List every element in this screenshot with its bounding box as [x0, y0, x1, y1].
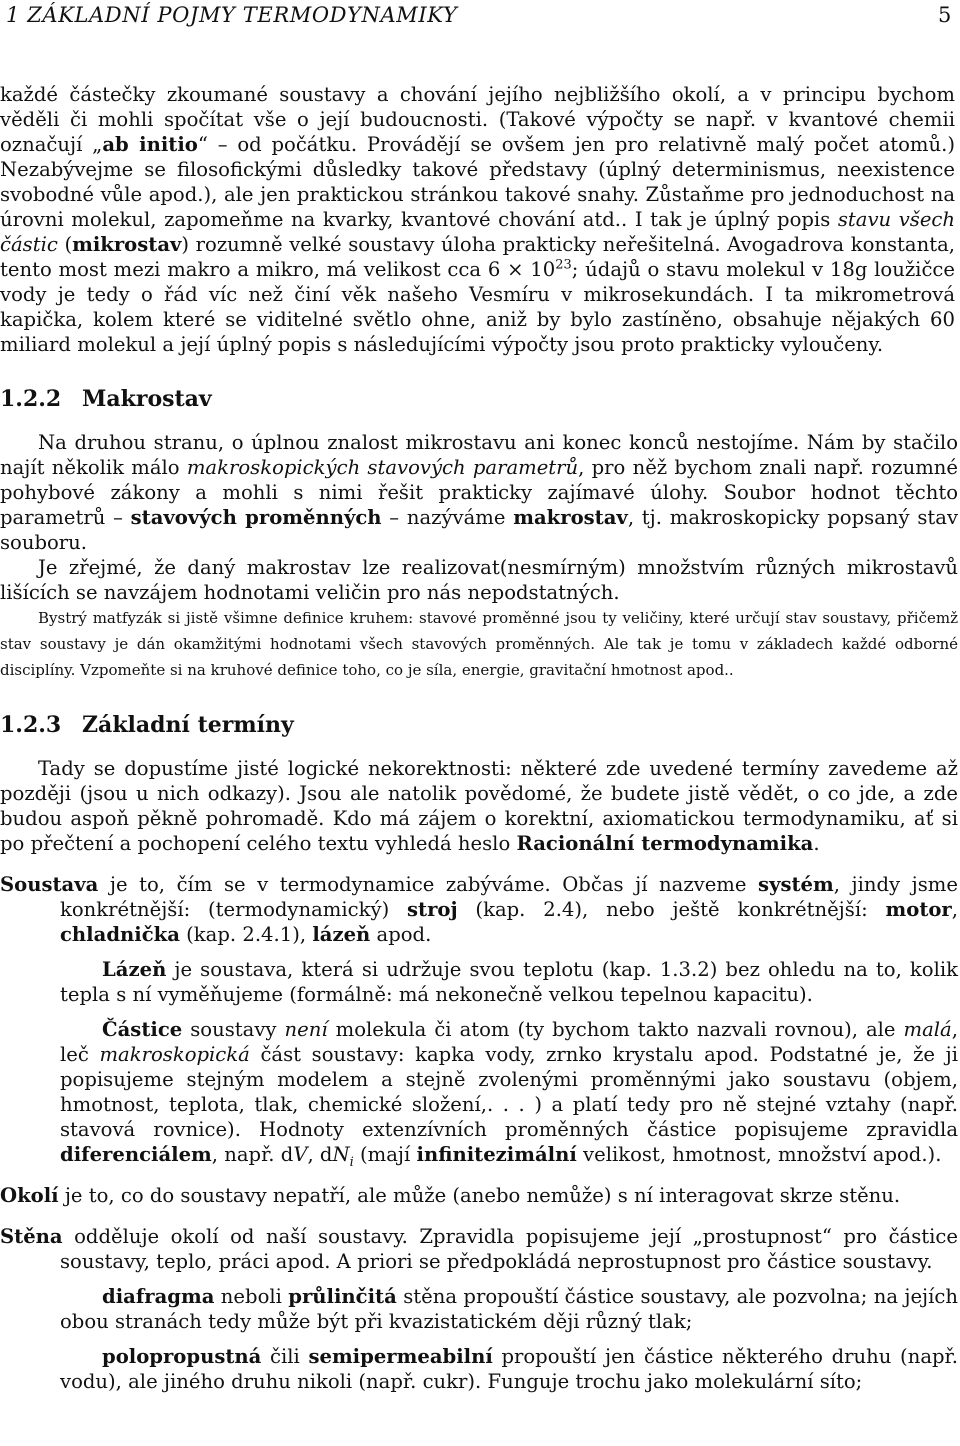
bold-term: diafragma	[102, 1285, 215, 1308]
bold-term: průlinčitá	[288, 1285, 397, 1308]
definition-text	[0, 872, 958, 947]
bold-term: chladnička	[60, 923, 180, 946]
text-run: , leč	[60, 1018, 958, 1066]
text-run: .	[813, 832, 820, 855]
definition-term: Okolí	[0, 1184, 59, 1207]
bold-term: ab initio	[102, 133, 198, 156]
math-symbol: N	[332, 1143, 350, 1166]
section-number: 1.2.3	[0, 712, 62, 738]
text-run: molekula či atom (ty bychom takto nazvali rovnou), ale	[327, 1018, 904, 1041]
text-run: velikost, hmotnost, množství apod.).	[576, 1143, 942, 1166]
math-subscript: i	[349, 1154, 354, 1170]
bold-term: infinitezimální	[416, 1143, 577, 1166]
text-run: stěna propouští částice soustavy, ale pozvolna; na jejích obou stranách tedy může být při kvazistatickém ději různý tlak;	[60, 1285, 958, 1333]
text-run: je soustava, která si udržuje svou teplotu (kap. 1.3.2) bez ohledu na to, kolik tepla s ní vyměňujeme (formálně: má nekonečně velkou tepelnou kapacitu).	[60, 958, 958, 1006]
text-run: (kap. 2.4.1),	[179, 923, 313, 946]
definition-diafragma	[60, 1284, 958, 1334]
definition-term: Soustava	[0, 873, 99, 896]
definition-okoli	[0, 1183, 958, 1208]
bold-term: lázeň	[312, 923, 371, 946]
text-run: , pro něž bychom znali např. rozumné pohybové zákony a mohli s nimi řešit prakticky zajímavé úlohy. Soubor hodnot těchto parametrů –	[0, 456, 958, 529]
definition-polopropustna	[60, 1344, 958, 1394]
exponent: 23	[555, 257, 572, 273]
terminy-paragraph	[0, 756, 958, 856]
bold-term: Racionální termodynamika	[516, 832, 814, 855]
text-run: (kap. 2.4), nebo ještě konkrétnější:	[457, 898, 886, 921]
definition-subitems	[0, 1284, 958, 1394]
definition-term: Lázeň	[102, 958, 167, 981]
text-run: apod.	[370, 923, 432, 946]
text-run: , jindy jsme konkrétnější: (termodynamický)	[60, 873, 958, 921]
bold-term: stroj	[407, 898, 458, 921]
text-run: (mají	[353, 1143, 417, 1166]
definition-castice	[60, 1017, 958, 1170]
text-run: , např. d	[211, 1143, 294, 1166]
bold-term: polopropustná	[102, 1345, 262, 1368]
bold-term: makrostav	[513, 506, 628, 529]
math-symbol: V	[293, 1143, 308, 1166]
running-title: 1 ZÁKLADNÍ POJMY TERMODYNAMIKY	[6, 3, 458, 27]
italic-term: malá	[903, 1018, 952, 1041]
text-run: “ – od počátku. Provádějí se ovšem jen pro relativně malý počet atomů.) Nezabývejme se filosofickými důsledky takové představy (úplný determinismus, neexistence svobodné vůle apod.), ale jen praktickou stránkou takové snahy. Zůstaňme pro jednoduchost na úrovni molekul, zapomeňme na kvarky, kvantové chování atd.. I tak je úplný popis	[0, 133, 955, 231]
footnote-remark: Bystrý matfyzák si jistě všimne definice kruhem: stavové proměnné jsou ty veličiny, které určují stav soustavy, přičemž stav soustavy je dán okamžitými hodnotami všech stavových proměnných. Ale tak je tomu v základech každé odborné disciplíny. Vzpomeňte si na kruhové definice toho, co je síla, energie, gravitační hmotnost apod..	[0, 609, 958, 679]
bold-term: semipermeabilní	[308, 1345, 493, 1368]
text-run: Tady se dopustíme jisté logické nekorektnosti: některé zde uvedené termíny zavedeme až později (jsou u nich odkazy). Jsou ale natolik povědomé, že budete jistě vědět, o co jde, a zde budou aspoň pěkně pohromadě. Kdo má zájem o korektní, axiomatickou termodynamiku, ať si po přečtení a pochopení celého textu vyhledá heslo	[0, 757, 958, 855]
text-run: odděluje okolí od naší soustavy. Zpravidla popisujeme její „prostupnost“ pro částice soustavy, teplo, práci apod. A priori se předpokládá neprostupnost pro částice soustavy.	[60, 1225, 958, 1273]
text-run: (	[57, 233, 73, 256]
section-title: Makrostav	[82, 386, 212, 412]
text-run: , tj. makroskopicky popsaný stav souboru.	[0, 506, 959, 554]
bold-term: stavových proměnných	[130, 506, 382, 529]
bold-term: mikrostav	[72, 233, 182, 256]
definition-text	[0, 1183, 958, 1208]
section-heading-terminy	[0, 713, 958, 738]
text-run: čili	[261, 1345, 309, 1368]
section-heading-makrostav	[0, 387, 958, 412]
definition-subitems	[0, 957, 958, 1170]
definition-soustava	[0, 872, 958, 1170]
bold-term: systém	[758, 873, 834, 896]
text-run: soustavy	[182, 1018, 285, 1041]
section-number: 1.2.2	[0, 386, 62, 412]
italic-term: není	[284, 1018, 328, 1041]
page-header	[6, 3, 954, 33]
text-run: neboli	[214, 1285, 289, 1308]
makrostav-paragraph	[0, 430, 958, 555]
text-run: každé částečky zkoumané soustavy a chování jejího nejbližšího okolí, a v principu bychom věděli či mohli spočítat vše o její budoucnosti. (Takové výpočty se např. v kvantové chemii označují „	[0, 83, 955, 156]
text-run: je to, čím se v termodynamice zabýváme. Občas jí nazveme	[98, 873, 759, 896]
bold-term: diferenciálem	[60, 1143, 212, 1166]
text-run: Na druhou stranu, o úplnou znalost mikrostavu ani konec konců nestojíme. Nám by stačilo najít několik málo	[0, 431, 958, 479]
text-run: ) rozumně velké soustavy úloha prakticky neřešitelná. Avogadrova konstanta, tento most mezi makro a mikro, má velikost cca 6 × 10	[0, 233, 955, 281]
text-run: – nazýváme	[381, 506, 514, 529]
text-run: ; údajů o stavu molekul v 18g loužičce vody je tedy o řád víc než činí věk našeho Vesmíru v mikrosekundách. I ta mikrometrová kapička, kolem které se viditelné světlo ohne, aniž by bylo zastíněno, obsahuje nějakých 60 miliard molekul a její úplný popis s následujícími výpočty jsou proto prakticky vyloučeny.	[0, 258, 955, 356]
text-run: , d	[307, 1143, 333, 1166]
text-run: ,	[951, 898, 958, 921]
italic-term: stavu všech částic	[0, 208, 956, 256]
definition-lazen	[60, 957, 958, 1007]
page-body	[0, 82, 958, 1394]
intro-paragraph	[0, 82, 955, 357]
italic-term: makroskopických stavových parametrů	[186, 456, 579, 479]
bold-term: motor	[885, 898, 952, 921]
page-number: 5	[938, 3, 952, 27]
definition-stena	[0, 1224, 958, 1394]
text-run: část soustavy: kapka vody, zrnko krystalu apod. Podstatné je, že ji popisujeme stejným modelem a stejně zvolenými proměnnými jako soustavu (objem, hmotnost, teplota, tlak, chemické složení,. . . ) a platí tedy pro ně stejné vztahy (např. stavová rovnice). Hodnoty extenzívních proměnných částice popisujeme zpravidla	[60, 1043, 958, 1141]
italic-term: makroskopická	[99, 1043, 250, 1066]
definition-term: Částice	[102, 1018, 183, 1041]
section-title: Základní termíny	[82, 712, 294, 738]
text-run: je to, co do soustavy nepatří, ale může (anebo nemůže) s ní interagovat skrze stěnu.	[58, 1184, 901, 1207]
makrostav-paragraph-2: Je zřejmé, že daný makrostav lze realizovat(nesmírným) množstvím různých mikrostavů lišících se navzájem hodnotami veličin pro nás nepodstatných.	[0, 556, 958, 604]
text-run: propouští jen částice některého druhu (např. vodu), ale jiného druhu nikoli (např. cukr). Funguje trochu jako molekulární síto;	[60, 1345, 958, 1393]
definition-text	[0, 1224, 958, 1274]
definition-term: Stěna	[0, 1225, 63, 1248]
